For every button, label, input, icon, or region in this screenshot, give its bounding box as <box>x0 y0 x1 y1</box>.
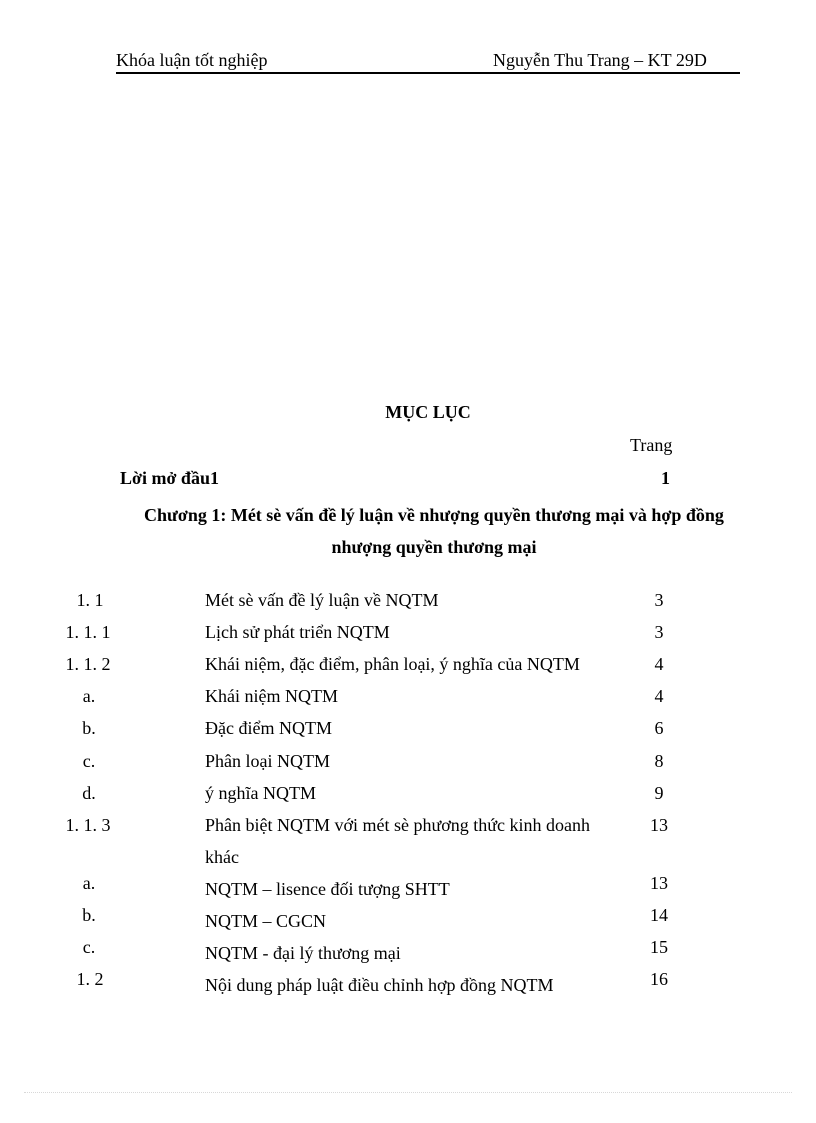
toc-entry-number: a. <box>82 686 96 706</box>
toc-intro-label: Lời mở đầu1 <box>120 468 219 488</box>
toc-entry-number: b. <box>82 905 96 925</box>
toc-entry-number: c. <box>82 751 96 771</box>
toc-entry-number: b. <box>82 718 96 738</box>
toc-entry-number: 1. 1. 3 <box>65 815 111 835</box>
toc-entry-page: 4 <box>654 654 664 674</box>
toc-chapter-heading: Chương 1: Mét sè vấn đề lý luận về nhượng quyền thương mại và hợp đồng nhượng quyền thương mại <box>144 505 724 557</box>
toc-entry-text: Mét sè vấn đề lý luận về NQTM <box>205 590 439 610</box>
toc-entry-page: 8 <box>654 751 664 771</box>
toc-page-column-label: Trang <box>630 435 673 455</box>
toc-entry-page: 3 <box>654 590 664 610</box>
toc-entry-number: d. <box>82 783 96 803</box>
toc-entry-page: 13 <box>650 873 668 893</box>
toc-entry-text: NQTM – lisence đối tượng SHTT <box>205 879 450 899</box>
toc-entry-page: 9 <box>654 783 664 803</box>
page-header <box>116 50 740 74</box>
toc-entry-page: 16 <box>650 969 668 989</box>
toc-entry-text: Phân loại NQTM <box>205 751 330 771</box>
toc-entry-text: NQTM - đại lý thương mại <box>205 943 401 963</box>
toc-entry-text: Khái niệm NQTM <box>205 686 338 706</box>
page-bottom-rule <box>24 1092 792 1093</box>
toc-entry-number: 1. 2 <box>76 969 104 989</box>
toc-entry-text: Khái niệm, đặc điểm, phân loại, ý nghĩa của NQTM <box>205 654 580 674</box>
toc-intro-page: 1 <box>661 468 670 488</box>
toc-entry-number: a. <box>82 873 96 893</box>
toc-entry-page: 6 <box>654 718 664 738</box>
toc-entry-text: Phân biệt NQTM với mét sè phương thức kinh doanh khác <box>205 815 591 867</box>
toc-entry-number: c. <box>82 937 96 957</box>
toc-entry-text: Nội dung pháp luật điều chỉnh hợp đồng NQTM <box>205 975 554 995</box>
toc-entry-page: 3 <box>654 622 664 642</box>
toc-title: MỤC LỤC <box>385 402 471 422</box>
toc-entry-number: 1. 1 <box>76 590 104 610</box>
toc-entry-page: 4 <box>654 686 664 706</box>
toc-entry-number: 1. 1. 1 <box>65 622 111 642</box>
header-author: Nguyễn Thu Trang – KT 29D <box>493 50 707 70</box>
toc-entry-text: NQTM – CGCN <box>205 911 327 931</box>
toc-entry-page: 13 <box>650 815 668 835</box>
toc-entry-text: ý nghĩa NQTM <box>205 783 316 803</box>
header-thesis-label: Khóa luận tốt nghiệp <box>116 50 268 70</box>
toc-entry-page: 14 <box>650 905 668 925</box>
toc-entry-text: Đặc điểm NQTM <box>205 718 332 738</box>
toc-entry-text: Lịch sử phát triển NQTM <box>205 622 390 642</box>
toc-entry-page: 15 <box>650 937 668 957</box>
toc-entry-number: 1. 1. 2 <box>65 654 111 674</box>
